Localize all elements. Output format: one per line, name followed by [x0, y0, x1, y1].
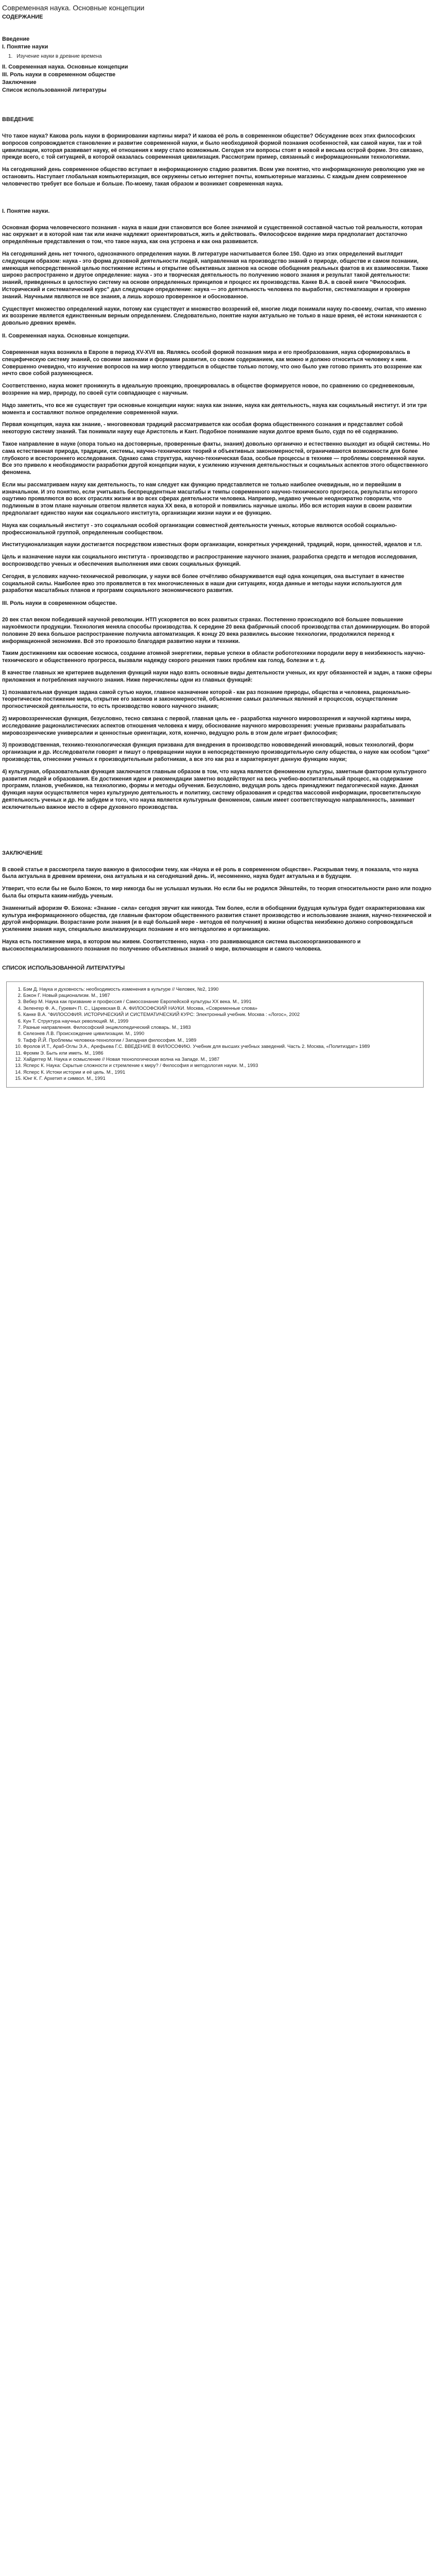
paragraph: Надо заметить, что все же существует три основные концепции науки: наука как знание, наука как деятельность, наука как социальный институт. И эти три момента и составляют полное определение современной науки. [2, 402, 427, 416]
toc-item-part1: I. Понятие науки [2, 44, 48, 50]
reference-item: 15. Юнг К. Г. Архетип и символ. М., 1991 [23, 1075, 418, 1081]
paragraph: В своей статье я рассмотрела такую важную в философии тему, как «Наука и её роль в современном обществе». Раскрывая тему, я показала, что наука была актуальна в древнем времени, она актуальна и на сегодняшний день. И, несомненно, наука будет актуальна и в будущем. [2, 866, 418, 880]
reference-item: 12. Хайдеггер М. Наука и осмысление // Новая технологическая волна на Западе. М., 1987 [23, 1056, 418, 1062]
paragraph: Если мы рассматриваем науку как деятельность, то нам следует как функцию представляется не только наиболее очевидным, но и первейшим в изначальном. И это понятно, если учитывать беспрецедентные масштабы и темпы современного научно-технического прогресса, результаты которого ощутимо проявляются во всех отраслях жизни и во всех сферах деятельности человека. Например, недавно ученые неоднократно говорили, что подлинным в этом плане научным ответом является наука XX века, в которой и появились научные школы. Ибо вся история науки в своем развитии предполагает единство науки как социального института, организации жизни науки и ее функцию. [2, 481, 417, 517]
reference-item: 1. Бэм Д. Наука и духовность: необходимость изменения в культуре // Человек, №2, 1990 [23, 986, 418, 992]
paragraph: Современная наука возникла в Европе в период XV-XVII вв. Являясь особой формой познания мира и его преобразования, наука сформировалась в специфическую систему знаний, со своими законами и формами развития, со своим содержанием, как можно и должно относиться человеку к ним. Совершенно очевидно, что изучение вопросов на мир могло утвердиться в обществе только потому, что оно было уже готово принять это воззрение как нечто свое собой разумеющееся. [2, 349, 422, 377]
part3-body [2, 617, 432, 811]
paragraph: Утверит, что если бы не было Бэкон, то мир никогда бы не услышал музыки. Но если бы не родился Эйнштейн, то теория относительности рано или поздно была бы открыта каким-нибудь ученым. [2, 886, 431, 899]
section-heading-part2: II. Современная наука. Основные концепции. [2, 332, 130, 339]
section-conclusion [2, 850, 432, 953]
table-of-contents [2, 36, 432, 94]
toc-item-references: Список использованной литературы [2, 87, 107, 93]
reference-item: 4. Зеленгер Ф. А., Гуревич П. С., Царевская В. А. ФИЛОСОФСКИЙ НАУКИ. Москва, «Современные слова» [23, 1005, 418, 1011]
paragraph: 3) производственная, технико-технологическая функция призвана для внедрения в производство нововведений инноваций, новых технологий, форм организации и др. Исследователи говорят и пишут о превращении науки в непосредственную производительную силу общества, о науке как особом "цехе" производства, отнесении ученых к производительным работникам, а все это как раз и характеризует данную функцию науки; [2, 742, 430, 762]
paragraph: Первая концепция, наука как знание, - многовековая традиций рассматривается как особая форма общественного сознания и представляет собой некоторую систему знаний. Так понимали науку еще Аристотель и Кант. Подобное понимание науки долгое время было, судя по её содержанию. [2, 421, 403, 435]
paragraph: На сегодняшний день нет точного, однозначного определения науки. В литературе насчитывается более 150. Одно из этих определений выглядит следующим образом: наука - это форма духовной деятельности людей, направленная на производство знаний о природе, обществе и самом познании, имеющая непосредственной целью постижение истины и открытие объективных законов на основе обобщения реальных фактов в их взаимосвязи. Также широко распространено и другое определение: наука - это и творческая деятельность по получению нового знания и результат такой деятельности: знаний, приведенных в целостную систему на основе определенных принципов и процесс их производства. Канке В.А. в своей книге "Философия. Исторический и систематический курс" дал следующее определение: наука — это деятельность человека по выработке, систематизации и проверке знаний. Научными являются не все знания, а лишь хорошо проверенное и обоснованное. [2, 250, 428, 300]
section-part3 [2, 600, 432, 811]
part2-body [2, 349, 432, 595]
paragraph: Наука как социальный институт - это социальная особой организации совместной деятельности ученых, которые являются особой социально-профессиональной группой, определенным сообществом. [2, 522, 397, 536]
paragraph: Существует множество определений науки, потому как существует и множество воззрений её, многие люди понимали науку по-своему, считая, что именно их воззрение является единственным верным определением. Следовательно, понятие науки актуально не только в наше время, её истоки начинаются с довольно древних времён. [2, 306, 427, 327]
introduction-body [2, 133, 432, 188]
conclusion-body [2, 867, 432, 953]
paragraph: 4) культурная, образовательная функция заключается главным образом в том, что наука является феноменом культуры, заметным фактором культурного развития людей и образования. Ее достижения идеи и рекомендации заметно воздействуют на весь учебно-воспитательный процесс, на содержание программ, планов, учебников, на технологию, формы и методы обучения. Безусловно, ведущая роль здесь принадлежит педагогической науке. Данная функция науки осуществляется через культурную деятельность и политику, систему образования и средства массовой информации, просветительскую деятельность ученых и др. Не забудем и того, что наука является культурным феноменом, самым имеет соответствующую направленность, занимает исключительно важное место в сфере духовного производства. [2, 768, 427, 810]
paragraph: Что такое наука? Какова роль науки в формировании картины мира? И какова её роль в современном обществе? Обсуждение всех этих философских вопросов сопровождается становление и развитие современной науки, и было необходимой формой познания особенностей, как самой науки, так и той цивилизации, которая развивает науку, её отношения к миру стало возможным. Сегодня эти вопросы стоят в новой и весьма острой форме. Это связано, прежде всего, с той ситуацией, в которой оказалась современная цивилизация. Рассмотрим пример, связанный с информационными технологиями. [2, 133, 424, 161]
paragraph: Знаменитый афоризм Ф. Бэкона: «Знание - сила» сегодня звучит как никогда. Тем более, если в обобщении будущая культура будет охарактеризована как культура информационного общества, где главным фактором общественного развития станет производство и использование знания, научно-технической и другой информации. Возрастание роли знания (и в ещё большей мере - методов её получения) в жизни общества неизбежно должно сопровождаться усилением знания наук, специально анализирующих познание и его методологию и организацию. [2, 905, 432, 933]
reference-item: 13. Ясперс К. Наука: Скрытые сложности и стремление к миру? / Философия и методология науки. М., 1993 [23, 1062, 418, 1069]
toc-heading: СОДЕРЖАНИЕ [2, 14, 43, 20]
reference-item: 2. Бэкон Г. Новый рационализм. М., 1987 [23, 992, 418, 998]
section-part1 [2, 208, 432, 327]
paragraph: В качестве главных же критериев выделения функций науки надо взять основные виды деятельности ученых, их круг обязанностей и задач, а также сферы приложения и потребления научного знания. Ниже перечислены одни из главных функций: [2, 670, 432, 683]
section-heading-part1: I. Понятие науки. [2, 208, 50, 214]
references-list [12, 986, 418, 1082]
paragraph: Наука есть постижение мира, в котором мы живем. Соответственно, наука - это развивающаяся система высокоорганизованного и высокоспециализированного познания по получению объективных знаний о мире, включающем и самого человека. [2, 938, 361, 952]
reference-item: 11. Фромм Э. Быть или иметь. М., 1986 [23, 1050, 418, 1056]
reference-item: 5. Канке В.А. "ФИЛОСОФИЯ. ИСТОРИЧЕСКИЙ И СИСТЕМАТИЧЕСКИЙ КУРС: Электронный учебник. Москва : «Логос», 2002 [23, 1011, 418, 1018]
paragraph: На сегодняшний день современное общество вступает в информационную стадию развития. Всем уже понятно, что информационную революцию уже не остановить. Наступает глобальная компьютеризация, все окружены сетью интернет почты, компьютерные магазины. С каждым днем современное человечество требует все больше и больше. По-моему, такая образом и возникает современная наука. [2, 166, 425, 187]
toc-subitem-number: 1. [8, 54, 13, 59]
reference-item: 6. Кун Т. Структура научных революций. М., 1999 [23, 1018, 418, 1024]
section-part2 [2, 332, 432, 595]
reference-item: 9. Тафф Й.Й. Проблемы человека-технологии / Западная философия. М., 1989 [23, 1037, 418, 1043]
paragraph: Цель и назначение науки как социального института - производство и распространение научного знания, разработка средств и методов исследования, воспроизводство ученых и обеспечения выполнения ими своих социальных функций. [2, 554, 417, 568]
section-introduction [2, 116, 432, 188]
toc-subitem [8, 53, 432, 60]
reference-item: 10. Фролов И.Т., Араб-Оглы Э.А., Арефьева Г.С. ВВЕДЕНИЕ В ФИЛОСОФИЮ. Учебник для высших учебных заведений. Часть 2. Москва, «Политиздат» 1989 [23, 1043, 418, 1049]
reference-item: 7. Разные направления. Философский энциклопедический словарь. М., 1983 [23, 1024, 418, 1030]
references-heading: СПИСОК ИСПОЛЬЗОВАННОЙ ЛИТЕРАТУРЫ [2, 964, 125, 971]
reference-item: 8. Селезнев Л.В. Происхождение цивилизации. М., 1990 [23, 1030, 418, 1037]
toc-item-intro: Введение [2, 36, 30, 42]
paragraph: 1) познавательная функция задана самой сутью науки, главное назначение которой - как раз познание природы, общества и человека, рационально-теоретическое постижение мира, открытие его законов и закономерностей, объяснение самых различных явлений и процессов, осуществление прогностической деятельности, то есть производство нового научного знания; [2, 689, 411, 710]
paragraph: Такое направление в науке (опора только на достоверные, проверенные факты, знания) довольно органично и естественно выходит из общей системы. Но сама естественная природа, традиции, системы, научно-технических теорий и объективных закономерностей, ограничиваются возможности для более глубокого и всестороннего исследования. Однако сама структура, научно-техническая база, особые процессы в технике — проблемы современной науки. Все это привело к необходимости разработки другой концепции науки, к усилению изучения деятельностных и социальных аспектов этого общественного феномена. [2, 440, 430, 476]
toc-subitem-text: Изучение науки в древние времена [16, 54, 102, 59]
paragraph: Таким достижениям как освоение космоса, создание атомной энергетики, первые успехи в области робототехники породили веру в неизбежность научно-технического и общественного прогресса, вызвали надежду скорого решения таких проблем как голод, болезни и т. д. [2, 650, 425, 664]
paragraph: Институционализация науки достигается посредством известных форм организации, конкретных учреждений, традиций, норм, ценностей, идеалов и т.п. [2, 541, 422, 548]
paragraph: Сегодня, в условиях научно-технической революции, у науки всё более отчётливо обнаруживается ещё одна концепция, она выступает в качестве социальной силы. Наиболее ярко это проявляется в тех многочисленных в наши дни ситуациях, когда данные и методы науки используются для разработки масштабных планов и программ социального экономического развития. [2, 573, 405, 594]
references-box [6, 981, 424, 1088]
paragraph: Соответственно, наука может проникнуть в идеальную проекцию, проецировалась в обществе формируется новое, по сравнению со средневековым, воззрение на мир, природу, по своей сути совпадающее с научным. [2, 383, 415, 396]
toc-item-conclusion: Заключение [2, 79, 37, 86]
reference-item: 14. Ясперс К. Истоки истории и её цель. М., 1991 [23, 1069, 418, 1075]
toc-item-part3: III. Роль науки в современном обществе [2, 72, 116, 78]
section-heading-conclusion: ЗАКЛЮЧЕНИЕ [2, 850, 43, 856]
toc-item-part2: II. Современная наука. Основные концепции [2, 64, 128, 70]
reference-item: 3. Вебер М. Наука как призвание и профессия / Самосознание Европейской культуры XX века. М., 1991 [23, 998, 418, 1005]
section-heading-part3: III. Роль науки в современном обществе. [2, 600, 117, 607]
section-heading-introduction: ВВЕДЕНИЕ [2, 116, 34, 123]
part1-body [2, 225, 432, 327]
paragraph: Основная форма человеческого познания - наука в наши дни становится все более значимой и существенной составной частью той реальности, которая нас окружает и в которой нам так или иначе надлежит ориентироваться, жить и действовать. Философское видение мира предполагает достаточно определённые представления о том, что такое наука, как она устроена и как она развивается. [2, 224, 423, 245]
paragraph: 2) мировоззренческая функция, безусловно, тесно связана с первой, главная цель ее - разработка научного мировоззрения и научной картины мира, исследование рационалистических аспектов отношения человека к миру, обоснование научного мировоззрения: ученые призваны разрабатывать мировоззренческие универсалии и ценностные ориентации, хотя, конечно, ведущую роль в этом деле играет философия; [2, 716, 411, 736]
document-title: Современная наука. Основные концепции [2, 4, 145, 12]
paragraph: 20 век стал веком победившей научной революции. НТП ускоряется во всех развитых странах. Постепенно происходило всё большее повышение наукоёмкости продукции. Технология меняла способы производства. К середине 20 века фабричный способ производства стал доминирующим. Во второй половине 20 века большое распространение получила автоматизация. К концу 20 века развились высокие технологии, продолжился переход к информационной экономике. Всё это произошло благодаря развитию науки и техники. [2, 617, 430, 645]
